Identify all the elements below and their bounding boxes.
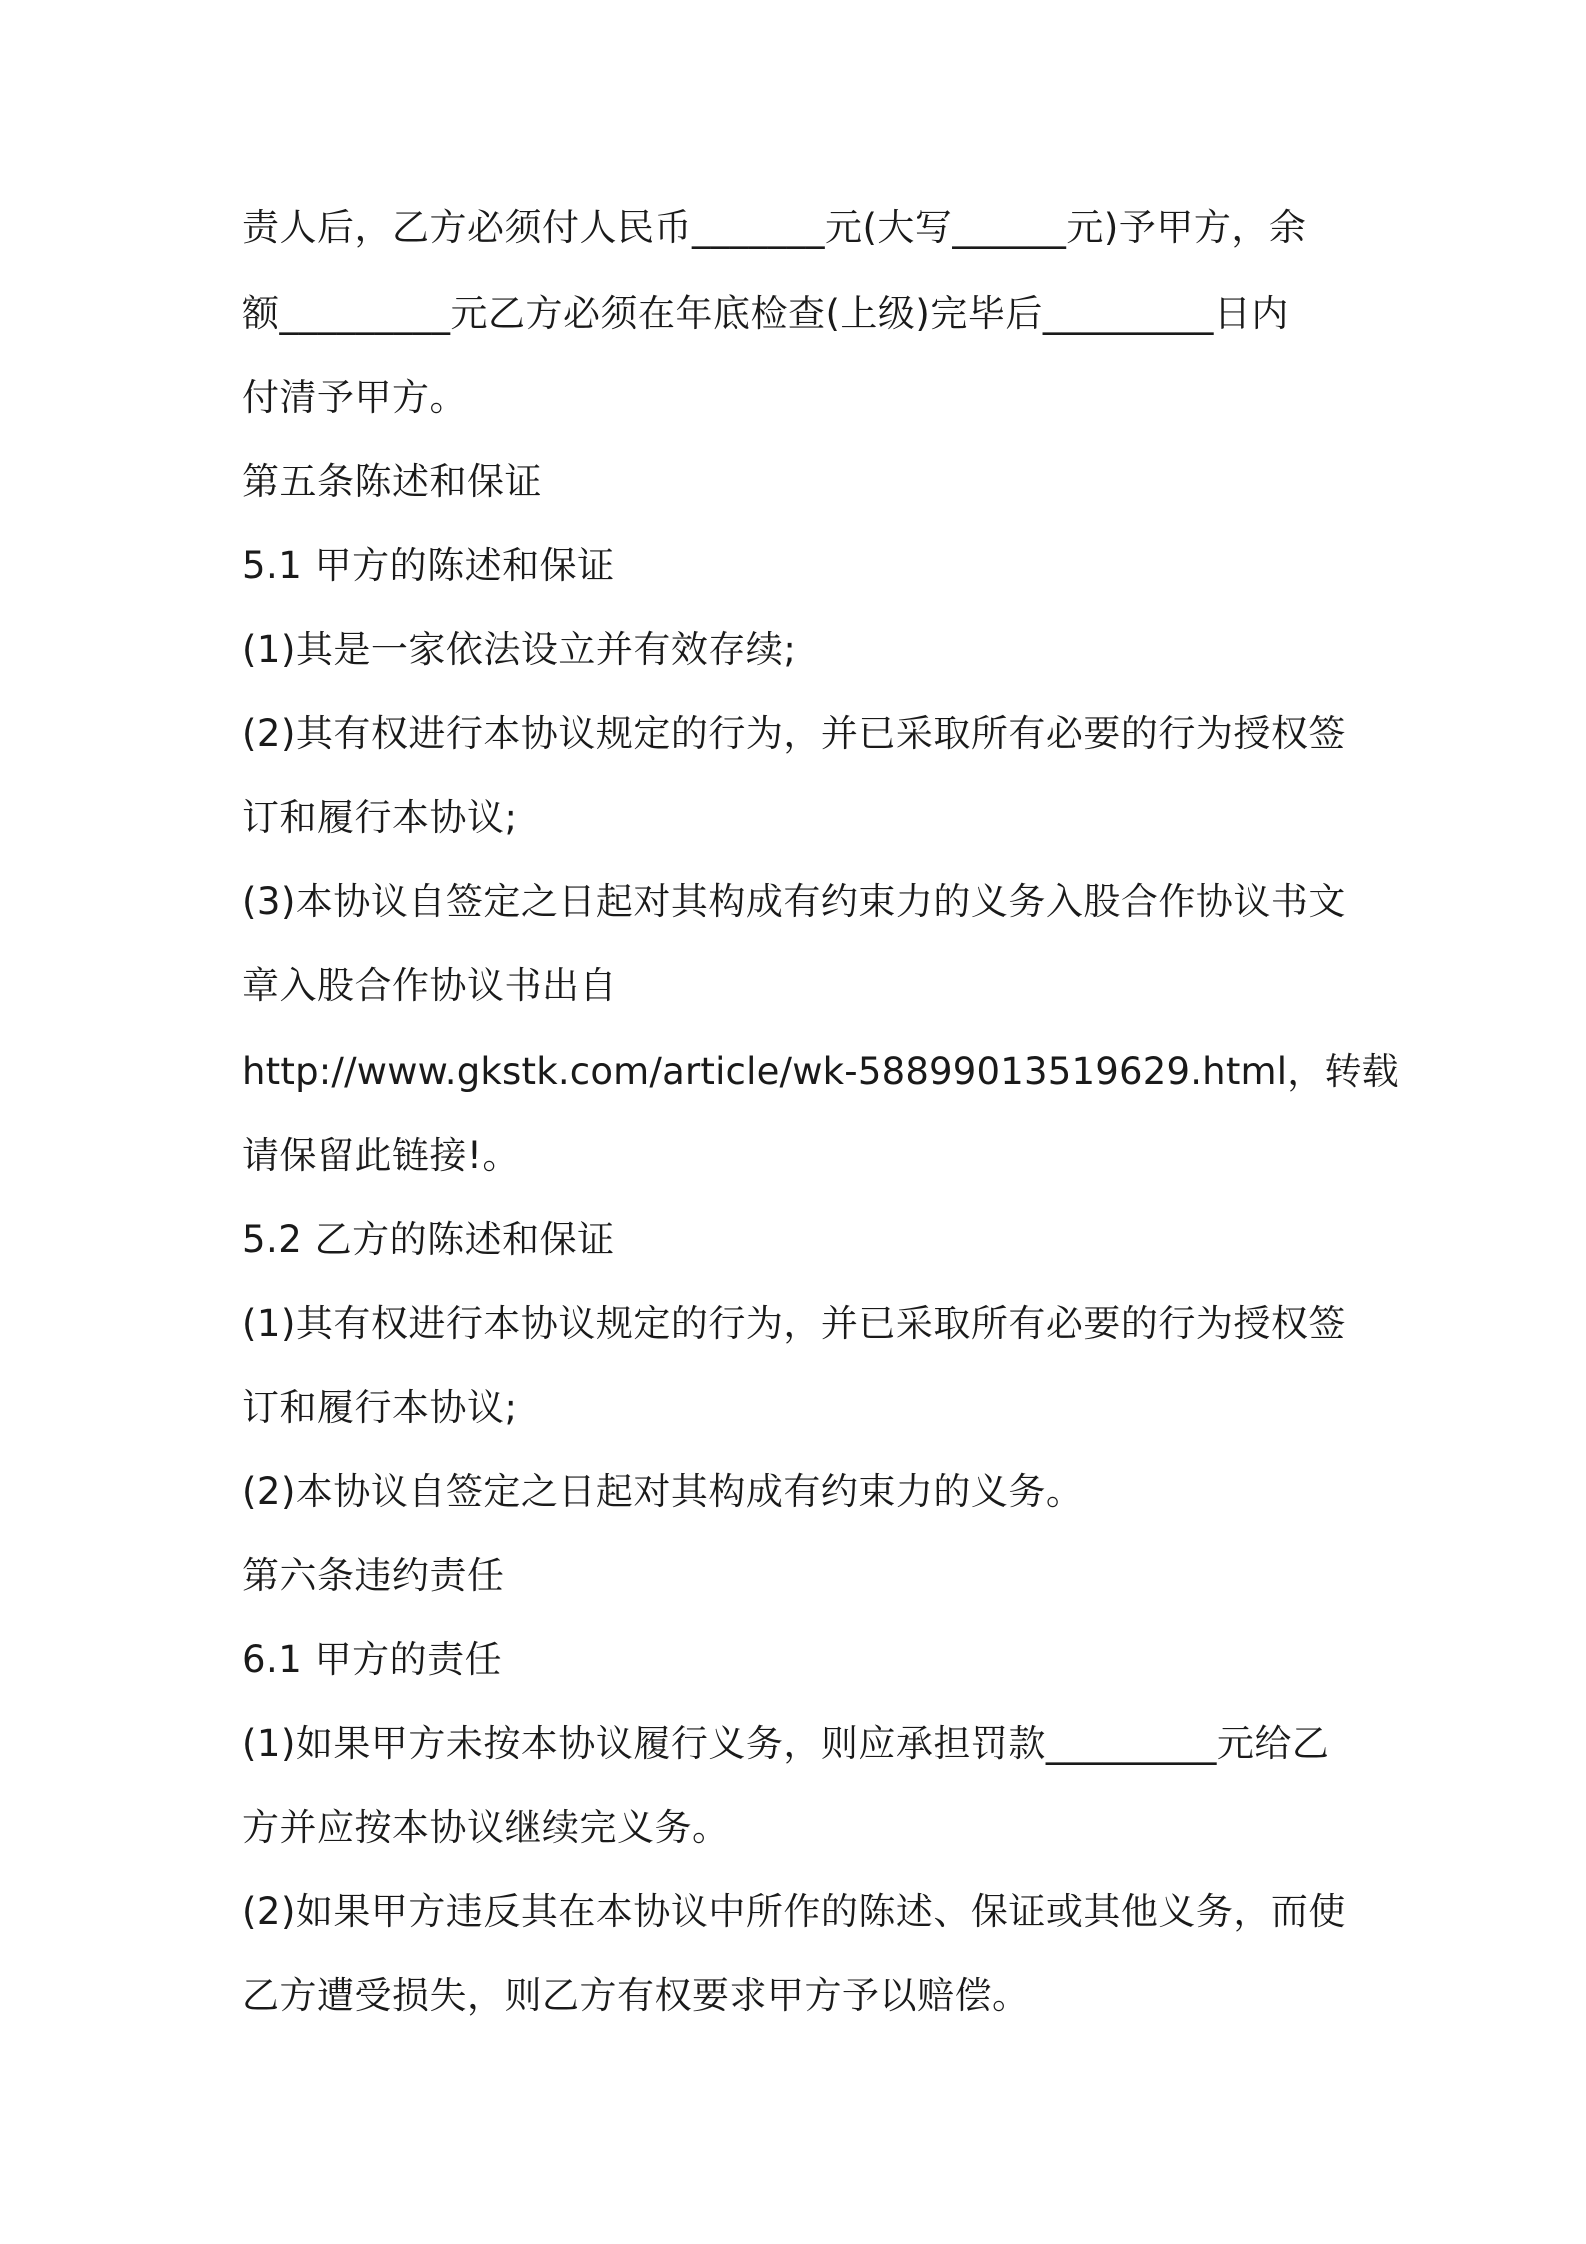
text-line: 章入股合作协议书出自 (242, 964, 617, 1007)
subsection-heading: 5.1 甲方的陈述和保证 (242, 544, 615, 587)
text-line: (3)本协议自签定之日起对其构成有约束力的义务入股合作协议书文 (242, 880, 1346, 923)
text-line: 订和履行本协议; (242, 796, 518, 839)
text-line: 请保留此链接!。 (242, 1134, 520, 1177)
text-line: 订和履行本协议; (242, 1386, 518, 1429)
text-line: (1)如果甲方未按本协议履行义务，则应承担罚款_________元给乙 (242, 1722, 1330, 1765)
text-line: (2)其有权进行本协议规定的行为，并已采取所有必要的行为授权签 (242, 712, 1346, 755)
text-line: 乙方遭受损失，则乙方有权要求甲方予以赔偿。 (242, 1974, 1030, 2017)
text-line: 方并应按本协议继续完义务。 (242, 1806, 730, 1849)
source-url-line: http://www.gkstk.com/article/wk-58899013519629.html，转载 (242, 1050, 1399, 1093)
subsection-heading: 5.2 乙方的陈述和保证 (242, 1218, 615, 1261)
section-heading: 第五条陈述和保证 (242, 460, 542, 503)
text-line: 额_________元乙方必须在年底检查(上级)完毕后_________日内 (242, 292, 1289, 335)
text-line: (2)如果甲方违反其在本协议中所作的陈述、保证或其他义务，而使 (242, 1890, 1346, 1933)
text-line: (1)其有权进行本协议规定的行为，并已采取所有必要的行为授权签 (242, 1302, 1346, 1345)
text-line: (1)其是一家依法设立并有效存续; (242, 628, 797, 671)
text-line: 责人后，乙方必须付人民币_______元(大写______元)予甲方，余 (242, 206, 1307, 249)
text-line: (2)本协议自签定之日起对其构成有约束力的义务。 (242, 1470, 1084, 1513)
subsection-heading: 6.1 甲方的责任 (242, 1638, 503, 1681)
text-line: 付清予甲方。 (242, 376, 467, 419)
section-heading: 第六条违约责任 (242, 1554, 505, 1597)
